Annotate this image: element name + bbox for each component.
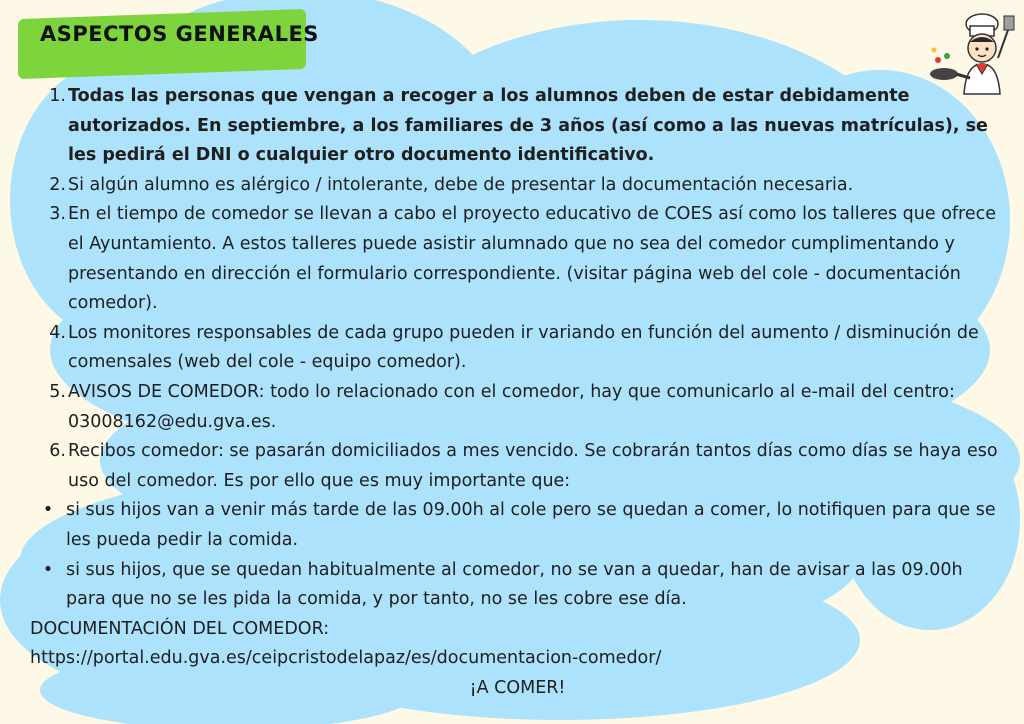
bullet-item xyxy=(30,556,1005,615)
list-item xyxy=(30,82,1005,171)
list-item xyxy=(30,437,1005,496)
bullet-marker: • xyxy=(42,500,54,521)
page-title: ASPECTOS GENERALES xyxy=(40,22,319,46)
list-item-text: Recibos comedor: se pasarán domiciliados a mes vencido. Se cobrarán tantos días como días se haya eso uso del comedor. Es por ello que es muy importante que: xyxy=(68,441,998,491)
closing-text: ¡A COMER! xyxy=(469,677,566,698)
list-item-text: Los monitores responsables de cada grupo pueden ir variando en función del aumento / disminución de comensales (web del cole - equipo comedor). xyxy=(68,322,979,373)
list-item xyxy=(30,200,1005,318)
bullet-item xyxy=(30,496,1005,555)
list-number: 2. xyxy=(49,174,66,195)
list-item xyxy=(30,171,1005,201)
list-number: 6. xyxy=(49,441,66,462)
list-item xyxy=(30,378,1005,437)
list-item-text: Todas las personas que vengan a recoger a los alumnos deben de estar debidamente autorizados. En septiembre, a los familiares de 3 años (así como a las nuevas matrículas), se les pedirá el DNI o cualquier otro documento identificativo. xyxy=(68,86,988,166)
documentation-label: DOCUMENTACIÓN DEL COMEDOR: xyxy=(30,618,330,639)
list-number: 4. xyxy=(49,322,66,343)
content-area xyxy=(30,82,1005,703)
list-item-text: AVISOS DE COMEDOR: todo lo relacionado con el comedor, hay que comunicarlo al e-mail del centro: 03008162@edu.gva.es. xyxy=(68,381,955,432)
list-item xyxy=(30,319,1005,378)
bullet-item-text: si sus hijos van a venir más tarde de las 09.00h al cole pero se quedan a comer, lo notifiquen para que se les pueda pedir la comida. xyxy=(66,500,996,550)
list-number: 3. xyxy=(49,204,66,225)
list-number: 5. xyxy=(49,381,66,402)
list-number: 1. xyxy=(49,86,66,106)
bullet-item-text: si sus hijos, que se quedan habitualmente al comedor, no se van a quedar, han de avisar a las 09.00h para que no se les pida la comida, y por tanto, no se les cobre ese día. xyxy=(66,559,963,610)
list-item-text: Si algún alumno es alérgico / intolerante, debe de presentar la documentación necesaria. xyxy=(68,174,854,195)
list-item-text: En el tiempo de comedor se llevan a cabo el proyecto educativo de COES así como los talleres que ofrece el Ayuntamiento. A estos talleres puede asistir alumnado que no sea del comedor cumplimentando y presentando en dirección el formulario correspondiente. (visitar página web del cole - documentación comedor). xyxy=(68,204,997,314)
documentation-url: https://portal.edu.gva.es/ceipcristodelapaz/es/documentacion-comedor/ xyxy=(30,648,662,669)
bullet-marker: • xyxy=(42,559,54,580)
